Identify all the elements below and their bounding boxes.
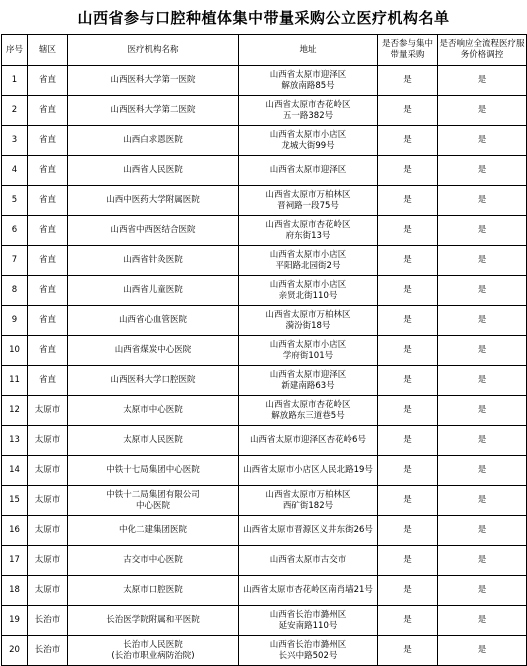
cell-address-line: 平阳路北园街2号 [275, 260, 341, 271]
cell-institution-name-line: 山西省中西医结合医院 [110, 225, 196, 235]
cell-address-line: 五一路382号 [282, 110, 334, 121]
cell-address-line: 山西省太原市迎泽区 [269, 369, 347, 380]
cell-procurement: 是 [378, 126, 438, 156]
cell-institution-name [68, 516, 239, 546]
cell-procurement: 是 [378, 96, 438, 126]
cell-no: 6 [2, 216, 28, 246]
cell-institution-name-line: 太原市中心医院 [123, 405, 183, 415]
cell-address-line: 漪汾街18号 [285, 320, 331, 331]
cell-address-line: 西矿街182号 [282, 500, 334, 511]
cell-address-line: 亲贤北街110号 [278, 290, 338, 301]
cell-address-line: 新建南路63号 [281, 380, 335, 391]
cell-institution-name-line: 山西省针灸医院 [123, 255, 183, 265]
cell-institution-name-line: 长治医学院附属和平医院 [106, 615, 200, 625]
cell-no: 13 [2, 426, 28, 456]
cell-institution-name [68, 216, 239, 246]
cell-procurement: 是 [378, 186, 438, 216]
cell-institution-name [68, 156, 239, 186]
cell-no: 1 [2, 66, 28, 96]
table-row [2, 96, 527, 126]
cell-no: 19 [2, 606, 28, 636]
cell-no: 3 [2, 126, 28, 156]
cell-institution-name [68, 426, 239, 456]
cell-price-control: 是 [438, 636, 527, 666]
table-row [2, 216, 527, 246]
cell-district: 太原市 [28, 426, 68, 456]
cell-institution-name-line: 太原市人民医院 [123, 435, 183, 445]
cell-no: 16 [2, 516, 28, 546]
cell-price-control: 是 [438, 546, 527, 576]
cell-address-line: 山西省太原市杏花岭区 [265, 99, 351, 110]
cell-address-line: 山西省长治市潞州区 [269, 639, 347, 650]
cell-district: 省直 [28, 336, 68, 366]
cell-institution-name [68, 306, 239, 336]
table-row [2, 456, 527, 486]
cell-address [239, 636, 378, 666]
cell-no: 18 [2, 576, 28, 606]
cell-price-control: 是 [438, 576, 527, 606]
cell-district: 太原市 [28, 486, 68, 516]
table-row [2, 426, 527, 456]
cell-address [239, 246, 378, 276]
cell-district: 省直 [28, 366, 68, 396]
cell-district: 省直 [28, 306, 68, 336]
cell-address-line: 山西省太原市万柏林区 [265, 189, 351, 200]
cell-address-line: 山西省太原市万柏林区 [265, 309, 351, 320]
cell-price-control: 是 [438, 366, 527, 396]
header-no: 序号 [2, 35, 28, 66]
cell-address-line: 山西省太原市小店区 [269, 129, 347, 140]
cell-procurement: 是 [378, 156, 438, 186]
cell-district: 太原市 [28, 396, 68, 426]
header-institution-name: 医疗机构名称 [68, 35, 239, 66]
cell-address-line: 山西省太原市杏花岭区 [265, 219, 351, 230]
header-district: 辖区 [28, 35, 68, 66]
cell-district: 长治市 [28, 606, 68, 636]
table-row [2, 366, 527, 396]
cell-no: 9 [2, 306, 28, 336]
cell-procurement: 是 [378, 366, 438, 396]
cell-address [239, 126, 378, 156]
cell-institution-name-line: 中铁十七局集团中心医院 [106, 465, 200, 475]
cell-institution-name [68, 276, 239, 306]
cell-procurement: 是 [378, 636, 438, 666]
cell-address-line: 山西省太原市小店区 [269, 249, 347, 260]
cell-price-control: 是 [438, 606, 527, 636]
cell-institution-name-line: 山西省儿童医院 [123, 285, 183, 295]
cell-price-control: 是 [438, 156, 527, 186]
table-row [2, 66, 527, 96]
cell-address-line: 山西省太原市小店区 [269, 339, 347, 350]
cell-address [239, 486, 378, 516]
cell-address [239, 396, 378, 426]
cell-no: 7 [2, 246, 28, 276]
table-row [2, 126, 527, 156]
cell-district: 太原市 [28, 516, 68, 546]
cell-address [239, 156, 378, 186]
cell-address-line: 山西省太原市小店区 [269, 279, 347, 290]
cell-no: 8 [2, 276, 28, 306]
cell-price-control: 是 [438, 396, 527, 426]
cell-procurement: 是 [378, 336, 438, 366]
cell-address-line: 解放路东三道巷5号 [271, 410, 345, 421]
cell-address [239, 216, 378, 246]
cell-address-line: 晋祠路一段75号 [277, 200, 339, 211]
cell-institution-name-line: 山西医科大学第一医院 [110, 75, 196, 85]
table-body [2, 66, 527, 666]
cell-procurement: 是 [378, 276, 438, 306]
cell-district: 省直 [28, 246, 68, 276]
cell-price-control: 是 [438, 246, 527, 276]
cell-no: 11 [2, 366, 28, 396]
cell-district: 长治市 [28, 636, 68, 666]
cell-district: 省直 [28, 156, 68, 186]
cell-price-control: 是 [438, 126, 527, 156]
cell-price-control: 是 [438, 66, 527, 96]
cell-address [239, 186, 378, 216]
cell-district: 太原市 [28, 456, 68, 486]
header-price-control: 是否响应全流程医疗服务价格调控 [438, 35, 527, 66]
cell-institution-name-line: (长治市职业病防治院) [111, 650, 195, 661]
cell-institution-name [68, 186, 239, 216]
table-row [2, 576, 527, 606]
cell-institution-name [68, 246, 239, 276]
cell-procurement: 是 [378, 306, 438, 336]
cell-price-control: 是 [438, 216, 527, 246]
table-row [2, 486, 527, 516]
cell-no: 2 [2, 96, 28, 126]
table-row [2, 246, 527, 276]
cell-address-line: 山西省太原市小店区人民北路19号 [243, 465, 373, 475]
cell-address-line: 长兴中路502号 [278, 650, 338, 661]
cell-institution-name-line: 山西省心血管医院 [118, 315, 187, 325]
cell-procurement: 是 [378, 546, 438, 576]
cell-address [239, 306, 378, 336]
cell-institution-name [68, 636, 239, 666]
cell-institution-name-line: 山西医科大学第二医院 [110, 105, 196, 115]
cell-institution-name-line: 古交市中心医院 [123, 555, 183, 565]
cell-district: 太原市 [28, 546, 68, 576]
cell-institution-name-line: 山西中医药大学附属医院 [106, 195, 200, 205]
cell-address-line: 山西省太原市迎泽区 [269, 69, 347, 80]
table-header-row [2, 35, 527, 66]
cell-institution-name-line: 中铁十二局集团有限公司 [106, 489, 200, 500]
cell-address-line: 府东街13号 [285, 230, 331, 241]
table-row [2, 636, 527, 666]
cell-address [239, 576, 378, 606]
cell-no: 14 [2, 456, 28, 486]
cell-procurement: 是 [378, 426, 438, 456]
cell-address-line: 解放南路85号 [281, 80, 335, 91]
cell-price-control: 是 [438, 96, 527, 126]
cell-address-line: 山西省太原市晋源区义井东街26号 [243, 525, 373, 535]
cell-institution-name-line: 山西医科大学口腔医院 [110, 375, 196, 385]
table-row [2, 396, 527, 426]
cell-address [239, 516, 378, 546]
cell-address-line: 山西省长治市潞州区 [269, 609, 347, 620]
cell-address [239, 96, 378, 126]
cell-price-control: 是 [438, 336, 527, 366]
cell-price-control: 是 [438, 306, 527, 336]
cell-procurement: 是 [378, 606, 438, 636]
cell-procurement: 是 [378, 516, 438, 546]
cell-institution-name-line: 太原市口腔医院 [123, 585, 183, 595]
cell-institution-name [68, 396, 239, 426]
cell-address-line: 山西省太原市古交市 [269, 555, 347, 565]
cell-no: 15 [2, 486, 28, 516]
cell-address-line: 龙城大街99号 [281, 140, 335, 151]
cell-address [239, 366, 378, 396]
cell-institution-name [68, 336, 239, 366]
cell-institution-name [68, 96, 239, 126]
cell-price-control: 是 [438, 186, 527, 216]
cell-address [239, 426, 378, 456]
table-row [2, 336, 527, 366]
cell-district: 省直 [28, 186, 68, 216]
cell-address [239, 546, 378, 576]
cell-institution-name-line: 长治市人民医院 [123, 639, 183, 650]
cell-district: 省直 [28, 276, 68, 306]
cell-address [239, 276, 378, 306]
table-row [2, 306, 527, 336]
cell-address-line: 山西省太原市迎泽区杏花岭6号 [250, 435, 366, 445]
cell-address-line: 山西省太原市迎泽区 [269, 165, 347, 175]
cell-district: 太原市 [28, 576, 68, 606]
header-procurement: 是否参与集中带量采购 [378, 35, 438, 66]
cell-price-control: 是 [438, 516, 527, 546]
cell-district: 省直 [28, 66, 68, 96]
cell-address [239, 66, 378, 96]
cell-institution-name [68, 486, 239, 516]
cell-procurement: 是 [378, 456, 438, 486]
cell-address-line: 山西省太原市杏花岭区南肖墙21号 [243, 585, 373, 595]
cell-no: 12 [2, 396, 28, 426]
cell-institution-name-line: 中化二建集团医院 [118, 525, 187, 535]
cell-institution-name [68, 66, 239, 96]
header-address: 地址 [239, 35, 378, 66]
cell-price-control: 是 [438, 486, 527, 516]
cell-price-control: 是 [438, 276, 527, 306]
cell-address-line: 山西省太原市万柏林区 [265, 489, 351, 500]
cell-institution-name-line: 山西省人民医院 [123, 165, 183, 175]
cell-no: 10 [2, 336, 28, 366]
table-row [2, 156, 527, 186]
cell-institution-name-line: 山西省煤炭中心医院 [114, 345, 192, 355]
cell-address-line: 山西省太原市杏花岭区 [265, 399, 351, 410]
cell-institution-name-line: 中心医院 [135, 500, 170, 511]
cell-address [239, 336, 378, 366]
table-row [2, 546, 527, 576]
cell-institution-name [68, 126, 239, 156]
cell-price-control: 是 [438, 456, 527, 486]
cell-procurement: 是 [378, 66, 438, 96]
cell-address [239, 456, 378, 486]
cell-institution-name [68, 576, 239, 606]
cell-procurement: 是 [378, 576, 438, 606]
cell-procurement: 是 [378, 246, 438, 276]
cell-no: 5 [2, 186, 28, 216]
table-row [2, 516, 527, 546]
cell-procurement: 是 [378, 486, 438, 516]
cell-price-control: 是 [438, 426, 527, 456]
cell-no: 20 [2, 636, 28, 666]
cell-institution-name [68, 456, 239, 486]
cell-address-line: 学府街101号 [282, 350, 334, 361]
cell-district: 省直 [28, 216, 68, 246]
cell-no: 17 [2, 546, 28, 576]
table-row [2, 186, 527, 216]
cell-district: 省直 [28, 126, 68, 156]
cell-institution-name-line: 山西白求恩医院 [123, 135, 183, 145]
cell-address-line: 延安南路110号 [278, 620, 338, 631]
cell-procurement: 是 [378, 396, 438, 426]
institution-table [1, 34, 527, 666]
cell-no: 4 [2, 156, 28, 186]
table-row [2, 276, 527, 306]
cell-institution-name [68, 546, 239, 576]
cell-district: 省直 [28, 96, 68, 126]
cell-procurement: 是 [378, 216, 438, 246]
document-title: 山西省参与口腔种植体集中带量采购公立医疗机构名单 [77, 8, 450, 27]
cell-institution-name [68, 366, 239, 396]
